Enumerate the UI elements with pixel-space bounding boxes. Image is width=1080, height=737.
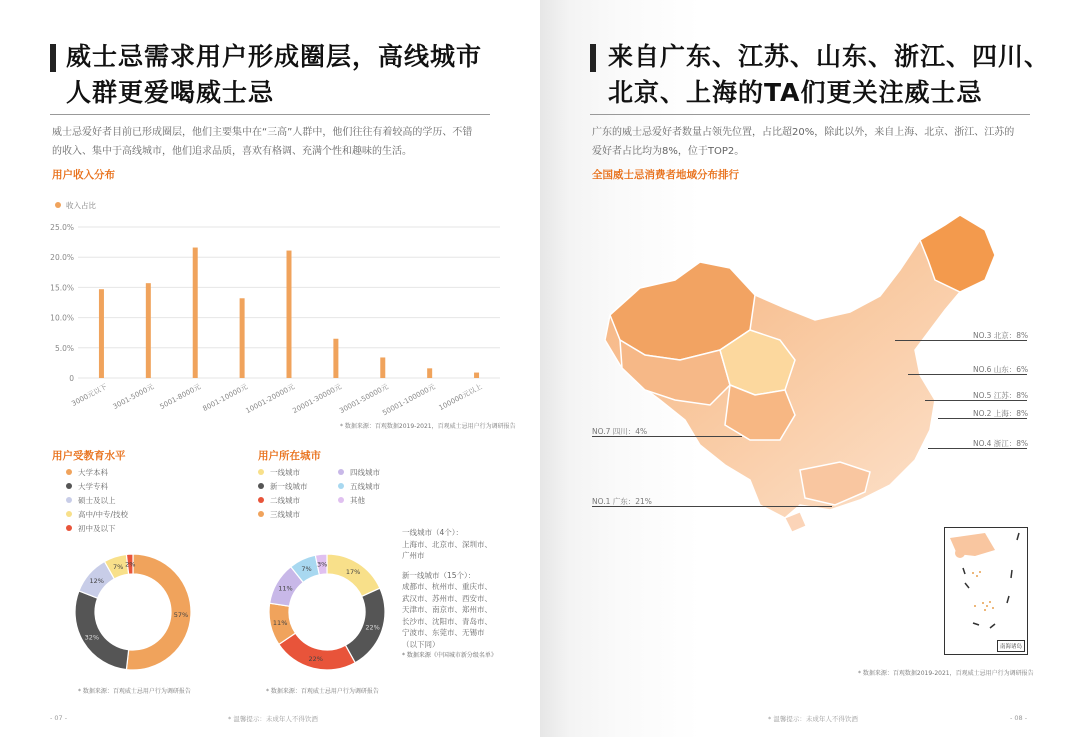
city-tier-note — [402, 527, 497, 662]
map-section-title: 全国威士忌消费者地域分布排行 — [592, 169, 739, 181]
legend-label: 一线城市 — [270, 467, 300, 477]
legend-item — [66, 521, 128, 535]
city-note-line: 成都市、杭州市、重庆市、 — [402, 582, 492, 591]
y-tick-label: 10.0% — [50, 313, 74, 323]
legend-swatch — [338, 469, 344, 475]
legend-item — [258, 507, 338, 521]
legend-swatch — [66, 469, 72, 475]
donut-label: 32% — [84, 633, 100, 642]
legend-swatch — [66, 483, 72, 489]
city-legend — [258, 465, 418, 521]
x-tick-label: 50001-100000元 — [381, 382, 437, 418]
income-section-title: 用户收入分布 — [52, 169, 115, 181]
legend-item — [258, 479, 338, 493]
donut-label: 11% — [278, 584, 293, 593]
legend-item — [338, 479, 418, 493]
x-tick-label: 20001-30000元 — [291, 382, 343, 416]
legend-label: 高中/中专/技校 — [78, 509, 129, 519]
city-note-source: * 数据来源《中国城市新分级名单》 — [402, 652, 497, 659]
right-title-line2: 北京、上海的TA们更关注威士忌 — [608, 78, 983, 107]
legend-label: 大学本科 — [78, 467, 108, 477]
map-label-sichuan: NO.7 四川：4% — [592, 427, 648, 436]
city-note-line: 新一线城市（15个）： — [402, 570, 476, 580]
income-bar-chart — [40, 192, 510, 432]
x-tick-label: 3001-5000元 — [111, 382, 156, 411]
edu-donut-chart — [68, 547, 198, 677]
edu-source: * 数据来源：百观威士忌用户行为调研报告 — [78, 688, 191, 695]
legend-item — [66, 507, 128, 521]
legend-item — [258, 493, 338, 507]
legend-swatch — [258, 511, 264, 517]
left-intro-line2: 的收入、集中于高线城市，他们追求品质，喜欢有格调、充满个性和趣味的生活。 — [52, 146, 412, 157]
legend-label: 新一线城市 — [270, 481, 308, 491]
city-donut-chart — [262, 547, 392, 677]
donut-label: 22% — [365, 623, 380, 632]
y-tick-label: 15.0% — [50, 283, 74, 293]
income-source: * 数据来源：百观数据2019-2021，百观威士忌用户行为调研报告 — [340, 423, 516, 430]
donut-label: 7% — [301, 565, 312, 574]
map-label-shandong: NO.6 山东：6% — [973, 365, 1029, 374]
city-note-line: 广州市 — [402, 551, 425, 560]
map-label-guangdong: NO.1 广东：21% — [592, 497, 652, 506]
legend-label: 大学专科 — [78, 481, 108, 491]
donut-slice — [75, 591, 129, 670]
city-note-line: 一线城市（4个）： — [402, 528, 464, 537]
income-bar — [99, 289, 104, 378]
donut-label: 12% — [89, 577, 104, 586]
left-title-line2: 人群更爱喝威士忌 — [66, 78, 275, 107]
left-intro-line1: 威士忌爱好者目前已形成圈层，他们主要集中在“三高”人群中，他们往往有着较高的学历、不错 — [52, 127, 473, 138]
city-note-line: 宁波市、东莞市、无锡市 — [402, 628, 485, 637]
map-label-shanghai: NO.2 上海：8% — [973, 409, 1029, 418]
city-note-line: 长沙市、沈阳市、青岛市、 — [402, 616, 492, 626]
income-bar — [380, 357, 385, 378]
legend-label: 四线城市 — [350, 467, 380, 477]
income-bar — [240, 298, 245, 378]
inset-label: 南海诸岛 — [997, 640, 1025, 652]
title-accent-bar — [590, 44, 596, 72]
income-bar — [474, 373, 479, 378]
x-tick-label: 30001-50000元 — [338, 382, 390, 416]
title-rule — [50, 114, 490, 115]
left-footer-note: * 温馨提示：未成年人不得饮酒 — [228, 715, 318, 723]
left-title-line1: 威士忌需求用户形成圈层，高线城市 — [66, 42, 483, 71]
legend-item — [66, 493, 128, 507]
map-label-jiangsu: NO.5 江苏：8% — [973, 391, 1029, 400]
legend-label: 收入占比 — [66, 201, 96, 210]
income-bar — [287, 251, 292, 378]
edu-section-title: 用户受教育水平 — [52, 450, 126, 462]
legend-swatch — [258, 469, 264, 475]
legend-item — [66, 465, 128, 479]
income-bar — [333, 339, 338, 378]
legend-label: 硕士及以上 — [78, 495, 116, 505]
city-note-line: 武汉市、苏州市、西安市、 — [402, 593, 492, 603]
city-note-line: 天津市、南京市、郑州市、 — [402, 605, 492, 614]
legend-label: 三线城市 — [270, 509, 300, 519]
map-label-zhejiang: NO.4 浙江：8% — [973, 439, 1029, 448]
legend-item — [258, 465, 338, 479]
x-tick-label: 5001-8000元 — [158, 382, 203, 411]
y-tick-label: 0 — [69, 374, 74, 383]
inset-map — [945, 528, 1027, 654]
left-page-number: - 07 - — [50, 714, 68, 722]
legend-item — [338, 493, 418, 507]
income-bar — [146, 283, 151, 378]
donut-label: 17% — [345, 568, 361, 577]
legend-label: 二线城市 — [270, 495, 300, 505]
legend-item — [338, 465, 418, 479]
legend-swatch — [338, 497, 344, 503]
city-note-line: （以下同） — [402, 639, 440, 649]
donut-label: 3% — [316, 560, 328, 569]
legend-swatch — [66, 511, 72, 517]
legend-swatch — [55, 202, 61, 208]
legend-item — [66, 479, 128, 493]
donut-label: 11% — [272, 618, 288, 627]
right-intro-line1: 广东的威士忌爱好者数量占领先位置，占比超20%，除此以外，来自上海、北京、浙江、江苏的 — [592, 127, 1015, 138]
x-tick-label: 100000元以上 — [437, 382, 484, 413]
map-source: * 数据来源：百观数据2019-2021，百观威士忌用户行为调研报告 — [858, 670, 1034, 677]
edu-legend — [66, 465, 128, 535]
donut-slice — [279, 633, 355, 670]
south-china-sea-inset — [944, 527, 1028, 655]
x-tick-label: 10001-20000元 — [244, 382, 296, 416]
legend-label: 五线城市 — [350, 481, 380, 491]
legend-label: 其他 — [350, 495, 365, 505]
right-intro-line2: 爱好者占比均为8%，位于TOP2。 — [592, 146, 745, 157]
title-rule — [590, 114, 1030, 115]
donut-label: 7% — [113, 562, 124, 571]
right-title-line1: 来自广东、江苏、山东、浙江、四川、 — [608, 42, 1051, 71]
legend-swatch — [66, 525, 72, 531]
income-bar — [427, 368, 432, 378]
x-tick-label: 3000元以下 — [70, 382, 109, 408]
donut-label: 22% — [308, 655, 323, 664]
donut-label: 57% — [173, 611, 189, 620]
city-note-line: 上海市、北京市、深圳市、 — [402, 539, 492, 549]
y-tick-label: 5.0% — [54, 343, 74, 353]
city-section-title: 用户所在城市 — [258, 450, 321, 462]
legend-label: 初中及以下 — [78, 523, 116, 533]
right-page-number: - 08 - — [1010, 714, 1028, 722]
donut-label: 2% — [125, 560, 136, 569]
legend-swatch — [66, 497, 72, 503]
right-page — [540, 0, 1080, 737]
y-tick-label: 20.0% — [50, 253, 74, 263]
legend-swatch — [258, 497, 264, 503]
city-source: * 数据来源：百观威士忌用户行为调研报告 — [266, 688, 379, 695]
map-label-beijing: NO.3 北京：8% — [973, 331, 1029, 340]
right-footer-note: * 温馨提示：未成年人不得饮酒 — [768, 715, 858, 723]
legend-swatch — [258, 483, 264, 489]
title-accent-bar — [50, 44, 56, 72]
x-tick-label: 8001-10000元 — [201, 382, 250, 414]
y-tick-label: 25.0% — [50, 223, 74, 232]
income-bar — [193, 248, 198, 378]
legend-swatch — [338, 483, 344, 489]
